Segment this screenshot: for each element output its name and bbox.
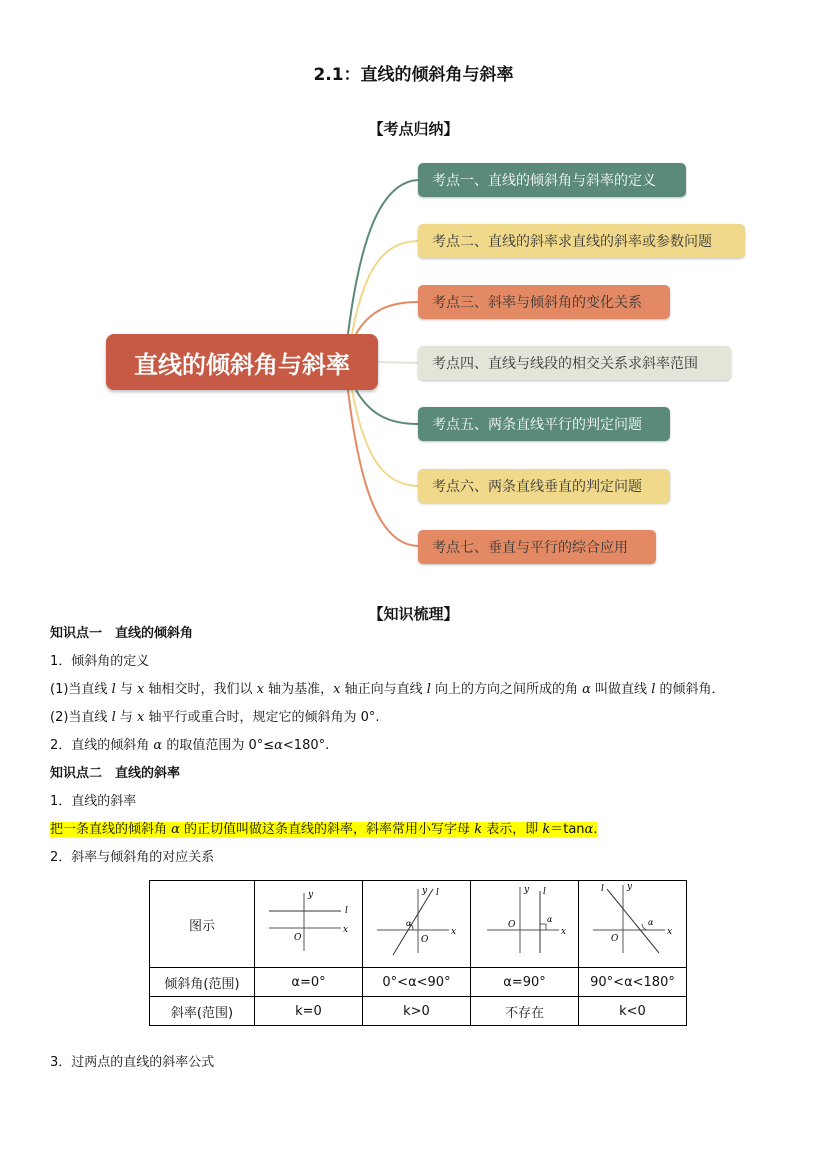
svg-text:l: l bbox=[601, 884, 604, 894]
svg-text:y: y bbox=[308, 890, 314, 900]
slope-cell: k<0 bbox=[579, 997, 687, 1026]
figure-zero-angle bbox=[255, 881, 363, 968]
angle-cell: 0°<α<90° bbox=[363, 968, 471, 997]
svg-text:x: x bbox=[451, 927, 457, 937]
svg-text:x: x bbox=[667, 927, 673, 937]
slope-angle-table bbox=[149, 880, 687, 1026]
graph-vertical-line bbox=[471, 881, 578, 967]
table-header-angle: 倾斜角(范围) bbox=[150, 968, 255, 997]
svg-text:α: α bbox=[406, 919, 412, 928]
slope-cell: k=0 bbox=[255, 997, 363, 1026]
svg-text:y: y bbox=[627, 882, 633, 892]
mindmap-node-1: 考点一、直线的倾斜角与斜率的定义 bbox=[418, 163, 686, 197]
svg-text:l: l bbox=[436, 888, 439, 898]
k1-title: 知识点一 直线的倾斜角 bbox=[50, 626, 194, 641]
k2-definition: 把一条直线的倾斜角 α 的正切值叫做这条直线的斜率，斜率常用小写字母 k 表示，即 k＝tanα. bbox=[50, 822, 598, 837]
svg-text:O: O bbox=[294, 933, 302, 943]
svg-text:α: α bbox=[547, 915, 553, 924]
figure-right-angle bbox=[471, 881, 579, 968]
table-header-figure: 图示 bbox=[150, 881, 255, 968]
svg-text:y: y bbox=[422, 886, 428, 896]
graph-horizontal-line bbox=[255, 881, 362, 967]
svg-text:α: α bbox=[648, 918, 654, 927]
table-header-slope: 斜率(范围) bbox=[150, 997, 255, 1026]
mindmap-node-2: 考点二、直线的斜率求直线的斜率或参数问题 bbox=[418, 224, 745, 258]
mindmap-node-3: 考点三、斜率与倾斜角的变化关系 bbox=[418, 285, 670, 319]
mindmap-node-7: 考点七、垂直与平行的综合应用 bbox=[418, 530, 656, 564]
mindmap-root: 直线的倾斜角与斜率 bbox=[106, 334, 378, 390]
svg-text:y: y bbox=[524, 885, 530, 895]
table-row bbox=[150, 968, 687, 997]
section-heading-zhishi: 【知识梳理】 bbox=[368, 605, 459, 623]
mindmap-node-5: 考点五、两条直线平行的判定问题 bbox=[418, 407, 670, 441]
table-row bbox=[150, 881, 687, 968]
k2-item1: 1．直线的斜率 bbox=[50, 794, 137, 809]
figure-obtuse-angle bbox=[579, 881, 687, 968]
k1-paragraph-2: (2)当直线 l 与 x 轴平行或重合时，规定它的倾斜角为 0°. bbox=[50, 710, 380, 725]
svg-text:O: O bbox=[611, 934, 619, 944]
angle-cell: α=90° bbox=[471, 968, 579, 997]
mindmap-node-4: 考点四、直线与线段的相交关系求斜率范围 bbox=[418, 346, 731, 380]
connector-4 bbox=[378, 362, 418, 363]
angle-cell: 90°<α<180° bbox=[579, 968, 687, 997]
angle-cell: α=0° bbox=[255, 968, 363, 997]
slope-cell: 不存在 bbox=[471, 997, 579, 1026]
svg-text:x: x bbox=[561, 927, 567, 937]
section-heading-kaodian: 【考点归纳】 bbox=[368, 120, 459, 138]
k1-paragraph-1: (1)当直线 l 与 x 轴相交时，我们以 x 轴为基准，x 轴正向与直线 l 向上的方向之间所成的角 α 叫做直线 l 的倾斜角． bbox=[50, 682, 725, 697]
svg-text:x: x bbox=[343, 925, 349, 935]
k2-title: 知识点二 直线的斜率 bbox=[50, 766, 181, 781]
mindmap-node-6: 考点六、两条直线垂直的判定问题 bbox=[418, 469, 670, 503]
k1-item1: 1．倾斜角的定义 bbox=[50, 654, 150, 669]
connector-7 bbox=[348, 390, 418, 546]
page-title: 2.1：直线的倾斜角与斜率 bbox=[313, 65, 514, 85]
svg-text:l: l bbox=[345, 906, 348, 916]
table-row bbox=[150, 997, 687, 1026]
slope-cell: k>0 bbox=[363, 997, 471, 1026]
graph-negative-slope-line bbox=[579, 881, 686, 967]
connector-5 bbox=[356, 390, 418, 424]
svg-text:O: O bbox=[421, 935, 429, 945]
k2-item3: 3．过两点的直线的斜率公式 bbox=[50, 1055, 215, 1070]
svg-text:l: l bbox=[543, 887, 546, 897]
connector-3 bbox=[356, 302, 418, 334]
k1-item2: 2．直线的倾斜角 α 的取值范围为 0°≤α<180°. bbox=[50, 738, 330, 753]
figure-acute-angle bbox=[363, 881, 471, 968]
graph-positive-slope-line bbox=[363, 881, 470, 967]
svg-text:O: O bbox=[508, 920, 516, 930]
k2-item2: 2．斜率与倾斜角的对应关系 bbox=[50, 850, 215, 865]
